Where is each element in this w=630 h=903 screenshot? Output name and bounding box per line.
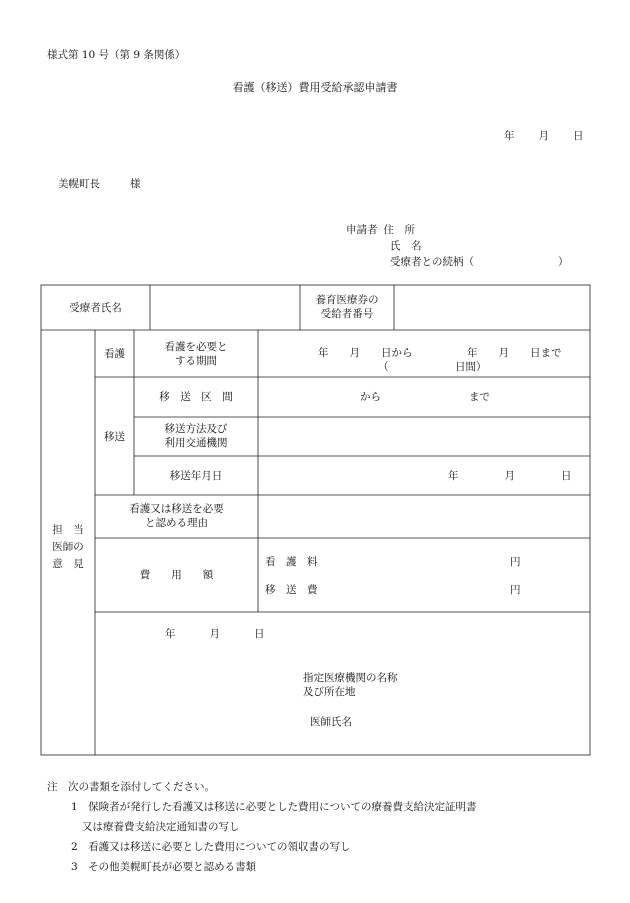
certificate-number-label-l1: 養育医療券の: [315, 294, 379, 306]
institution-l1: 指定医療機関の名称: [303, 672, 398, 684]
transport-method-l2: 利用交通機関: [164, 437, 228, 449]
transport-fee-label: 移 送 費: [265, 584, 318, 596]
nursing-period-days-open: （: [378, 361, 389, 373]
nursing-period-days: 日間）: [455, 361, 487, 373]
form-title: 看護（移送）費用受給承認申請書: [232, 81, 398, 94]
certificate-number-label: [300, 293, 394, 321]
applicant-address-label: 住 所: [383, 224, 415, 236]
transport-date-value: [448, 469, 572, 483]
date-year: 年: [504, 130, 515, 142]
institution-l2: 及び所在地: [303, 686, 356, 698]
nursing-label: 看護: [104, 348, 125, 360]
notes-item-1-cont: 又は療養費支給決定通知書の写し: [82, 821, 240, 833]
reason-label: [95, 502, 258, 530]
applicant-label: 申請者: [346, 224, 378, 236]
applicant-block: [346, 222, 569, 270]
form-code: 様式第 10 号（第 9 条関係）: [47, 49, 186, 61]
transport-date-day: 日: [561, 470, 572, 482]
transport-date-year: 年: [448, 470, 459, 482]
nursing-period-from: 年 月 日から: [318, 347, 413, 359]
nursing-fee-label: 看 護 料: [265, 556, 318, 568]
transport-method-field[interactable]: [259, 418, 589, 455]
addressee: [58, 176, 141, 191]
transport-from: から: [360, 391, 381, 403]
transport-method-label: [134, 422, 258, 450]
notes-item-1: 1 保険者が発行した看護又は移送に必要とした費用についての療養費支給決定証明書: [71, 801, 477, 813]
doctor-opinion-label: [41, 522, 95, 573]
doctor-opinion-l2: 医師の: [52, 541, 84, 553]
reason-field[interactable]: [259, 496, 589, 537]
nursing-period-l1: 看護を必要と: [164, 341, 228, 353]
patient-name-field[interactable]: [151, 287, 299, 329]
applicant-name-label: 氏 名: [390, 240, 422, 252]
addressee-name: 美幌町長: [58, 178, 100, 190]
addressee-honorific: 様: [130, 178, 141, 190]
nursing-period-label: [134, 340, 258, 368]
date-day: 日: [573, 130, 584, 142]
doctor-name-label: 医師氏名: [310, 716, 352, 728]
transport-date-label: 移送年月日: [169, 470, 223, 482]
sign-date-day: 日: [254, 628, 265, 640]
applicant-relation-close: ）: [558, 256, 569, 268]
applicant-relation-label: 受療者との続柄（: [390, 256, 474, 268]
sign-date-month: 月: [209, 628, 220, 640]
certificate-number-field[interactable]: [395, 287, 589, 329]
notes-header: 注 次の書類を添付してください。: [47, 781, 215, 793]
nursing-period-to: 年 月 日まで: [467, 347, 562, 359]
sign-date-year: 年: [165, 628, 176, 640]
cost-label: 費 用 額: [139, 569, 214, 581]
reason-l1: 看護又は移送を必要: [129, 503, 224, 515]
doctor-opinion-l1: 担 当: [52, 524, 84, 536]
doctor-opinion-l3: 意 見: [52, 558, 84, 570]
nursing-fee-yen: 円: [510, 556, 521, 568]
reason-l2: と認める理由: [145, 517, 208, 529]
notes-item-2: 2 看護又は移送に必要とした費用についての領収書の写し: [71, 841, 351, 853]
sign-date: [165, 627, 265, 641]
transport-to: まで: [469, 391, 490, 403]
patient-name-label: 受療者氏名: [69, 302, 122, 314]
transport-section-label: 移 送 区 間: [159, 391, 233, 403]
date-month: 月: [538, 130, 549, 142]
nursing-period-l2: する期間: [175, 355, 217, 367]
application-date: [504, 128, 584, 143]
transport-fee-yen: 円: [510, 584, 521, 596]
certificate-number-label-l2: 受給者番号: [320, 308, 374, 320]
notes: [47, 777, 476, 877]
transport-date-month: 月: [504, 470, 515, 482]
transport-label: 移送: [104, 431, 125, 443]
transport-method-l1: 移送方法及び: [164, 423, 228, 435]
notes-item-3: 3 その他美幌町長が必要と認める書類: [71, 861, 257, 873]
institution-label: [303, 671, 398, 699]
